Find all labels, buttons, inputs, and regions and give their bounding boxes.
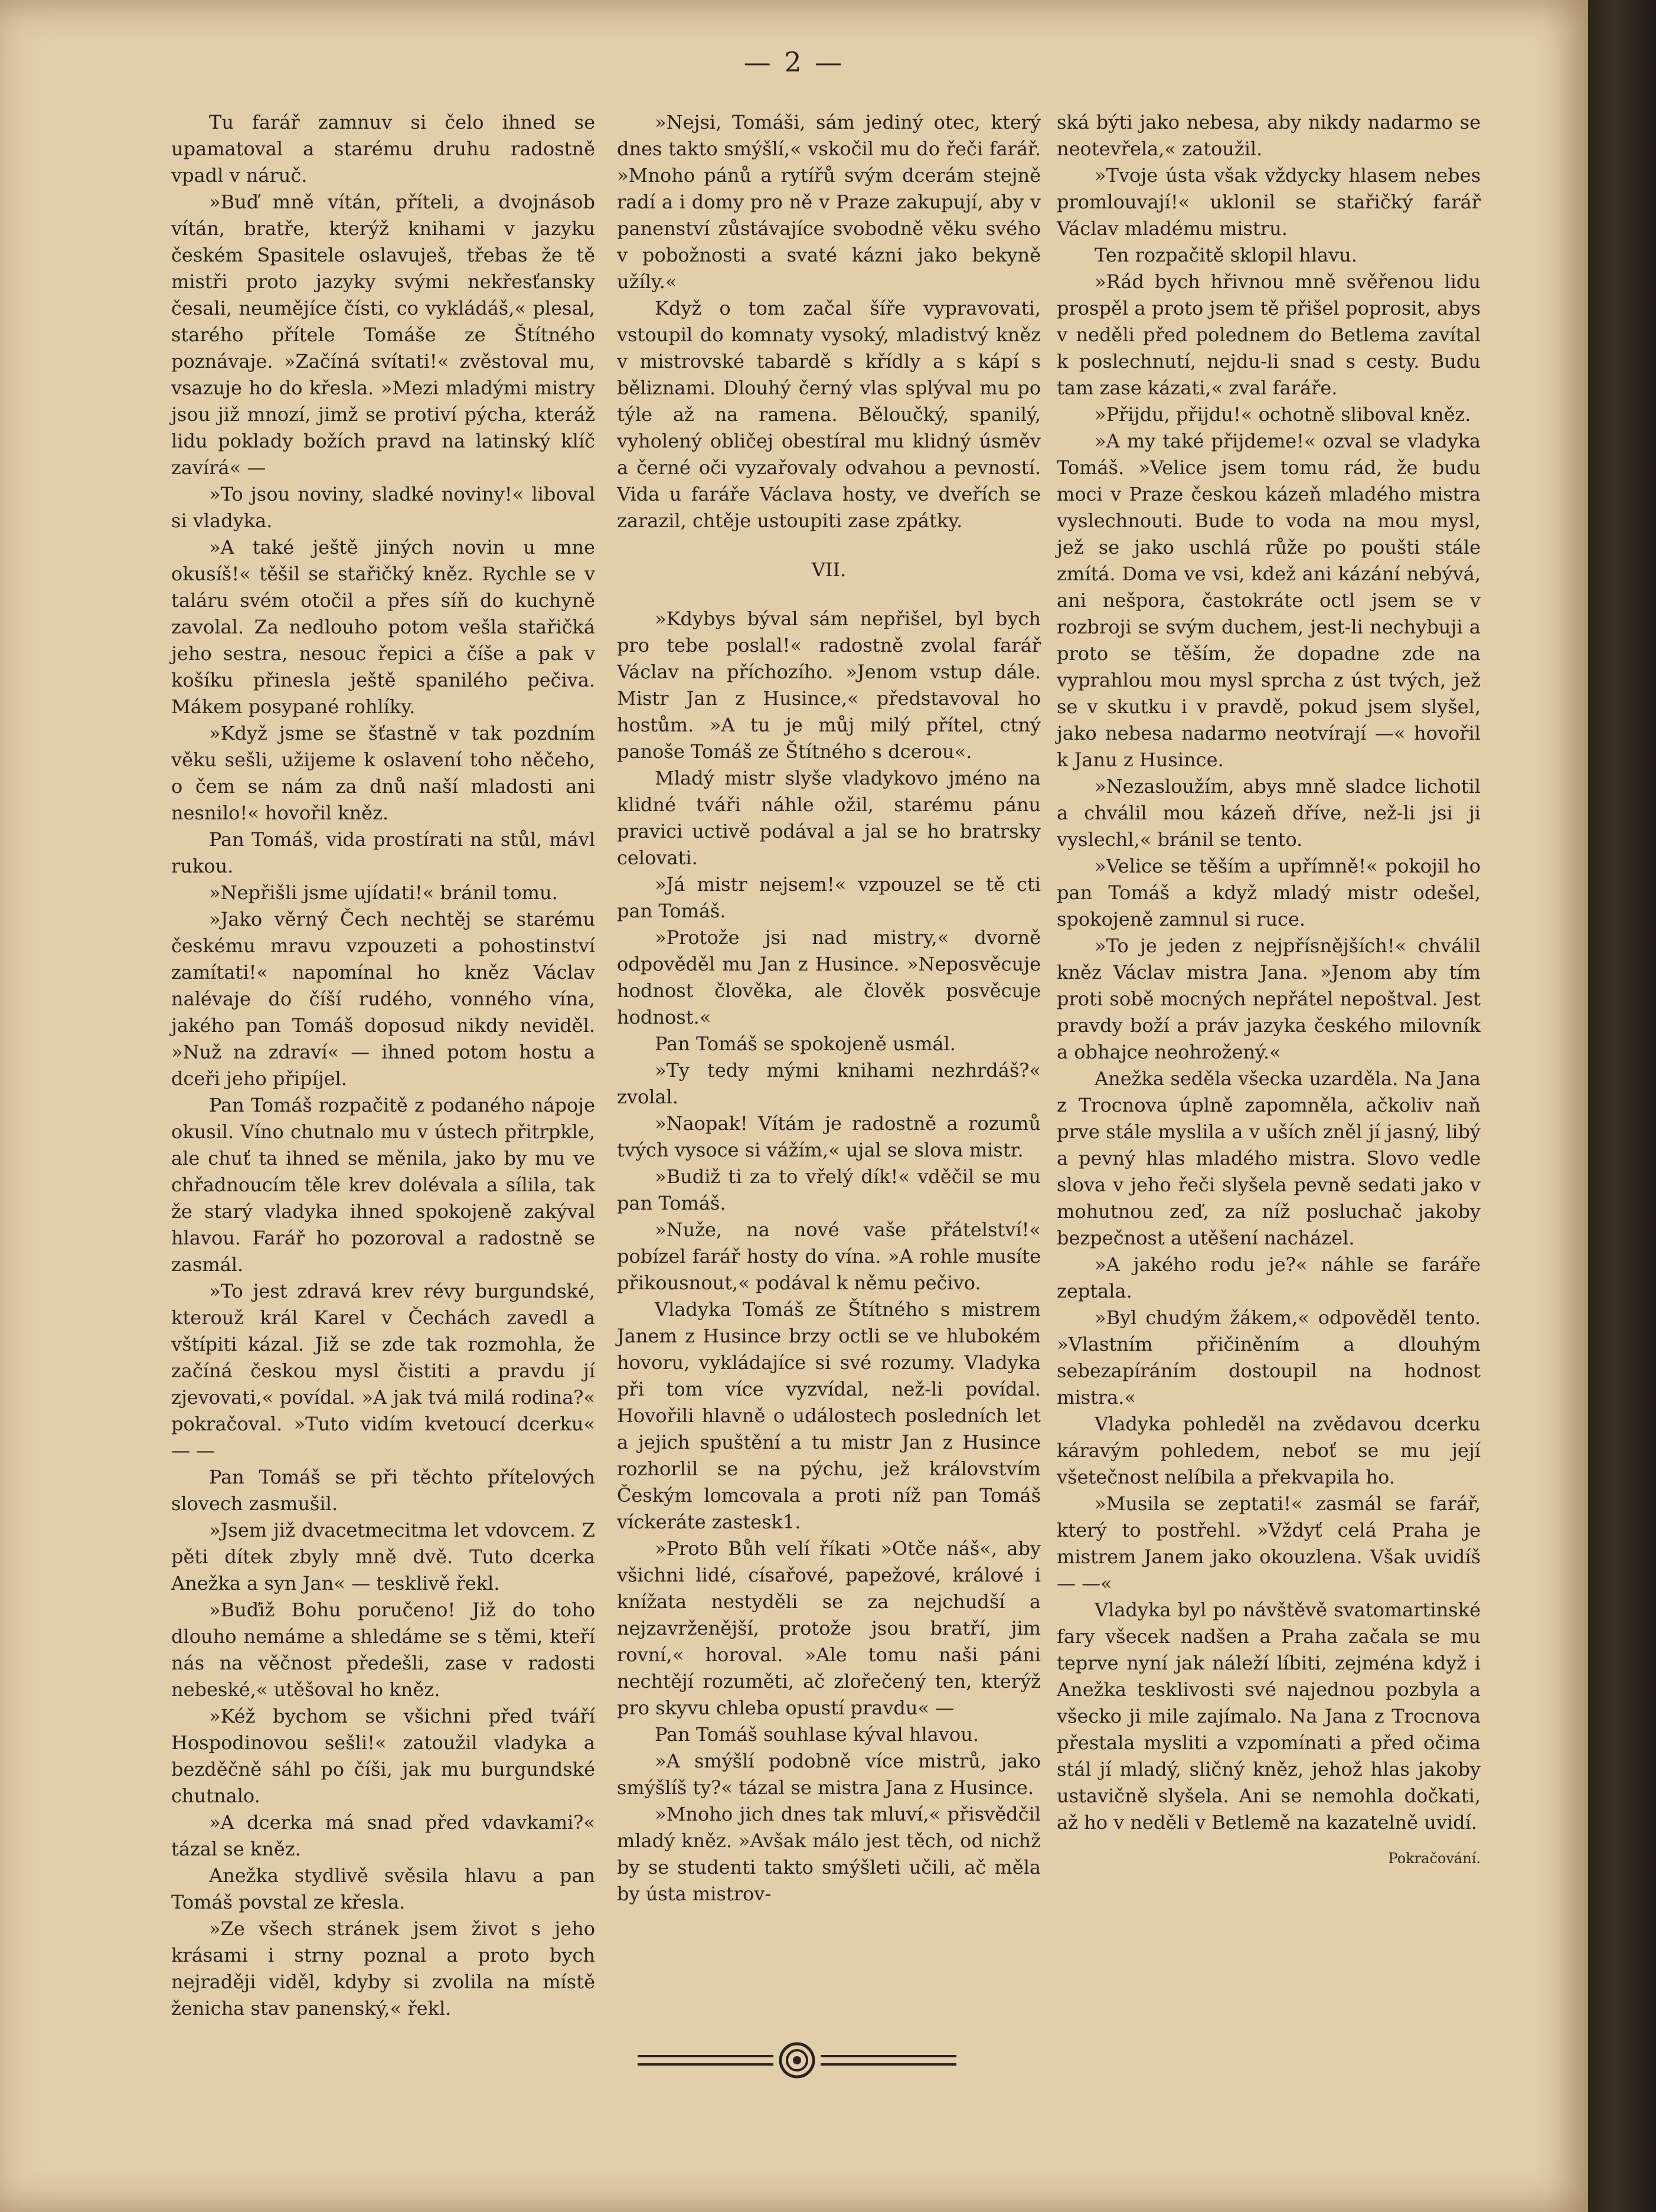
paragraph: Pan Tomáš, vida prostírati na stůl, mávl rukou. — [171, 828, 595, 877]
paragraph: »Naopak! Vítám je radostně a rozumů tvých vysoce si vážím,« ujal se slova mistr. — [617, 1112, 1041, 1161]
paragraph: »A také ještě jiných novin u mne okusíš!« těšil se stařičký kněz. Rychle se v taláru svém otočil a přes síň do kuchyně zavolal. Za nedlouho potom vešla stařičká jeho sestra, nesouc řepici a číše a pak v košíku přinesla ještě spanilého pečiva. Mákem posypané rohlíky. — [171, 536, 595, 718]
paragraph: »To je jeden z nejpřísnějších!« chválil kněz Václav mistra Jana. »Jenom aby tím proti sobě mocných nepřátel nepoštval. Jest pravdy boží a práv jazyka českého milovník a obhajce neohrožený.« — [1057, 935, 1481, 1063]
paragraph: Pan Tomáš rozpačitě z podaného nápoje okusil. Víno chutnalo mu v ústech přitrpkle, ale chuť ta ihned se měnila, jako by mu ve chřadnoucím těle krev dolévala a sílila, tak že starý vladyka ihned spokojeně zakýval hlavou. Farář ho pozoroval a radostně se zasmál. — [171, 1094, 595, 1276]
paragraph: »Nezasloužím, abys mně sladce lichotil a chválil mou kázeň dříve, než-li jsi ji vyslechl,« bránil se tento. — [1057, 775, 1481, 851]
continuation-note: Pokračování. — [1388, 1850, 1481, 1867]
paragraph: Ten rozpačitě sklopil hlavu. — [1095, 244, 1357, 266]
paragraph: »Velice se těším a upřímně!« pokojil ho pan Tomáš a když mladý mistr odešel, spokojeně zamnul si ruce. — [1057, 855, 1481, 930]
paragraph: »Buďiž Bohu poručeno! Již do toho dlouho nemáme a shledáme se s těmi, kteří nás na věčnost předešli, zase v radosti nebeské,« utěšoval ho kněz. — [171, 1599, 595, 1701]
paragraph: Anežka stydlivě svěsila hlavu a pan Tomáš povstal ze křesla. — [171, 1864, 595, 1913]
paragraph: »Nuže, na nové vaše přátelství!« pobízel farář hosty do vína. »A rohle musíte přikousnout,« podával k němu pečivo. — [617, 1218, 1041, 1294]
paragraph: »Budiž ti za to vřelý dík!« vděčil se mu pan Tomáš. — [617, 1165, 1041, 1214]
paragraph: Anežka seděla všecka uzarděla. Na Jana z Trocnova úplně zapomněla, ačkoliv naň prve stále myslila a v uších zněl jí jasný, libý a pevný hlas mladého mistra. Slovo vedle slova v jeho řeči slyšela pevně sedati jako v mohutnou zeď, za níž posluchač jakoby bezpečnost a utěšení nacházel. — [1057, 1067, 1481, 1249]
paragraph: Pan Tomáš se spokojeně usmál. — [655, 1033, 956, 1055]
paragraph: »Mnoho jich dnes tak mluví,« přisvědčil mladý kněz. »Avšak málo jest těch, od nichž by se studenti takto smýšleti učili, ač měla by ústa mistrov- — [617, 1803, 1041, 1905]
page-number: — 2 — — [743, 46, 845, 78]
paragraph: »Proto Bůh velí říkati »Otče náš«, aby všichni lidé, císařové, papežové, králové i knížata nestyděli se za nejchudší a nejzavrženější, protože jsou bratří, jim rovní,« horoval. »Ale tomu naši páni nechtějí rozuměti, ač zlořečený ten, kterýž pro skyvu chleba opustí pravdu« — — [617, 1537, 1041, 1719]
paragraph: »To jsou noviny, sladké noviny!« liboval si vladyka. — [171, 483, 595, 532]
paragraph: »Já mistr nejsem!« vzpouzel se tě cti pan Tomáš. — [617, 873, 1041, 922]
paragraph: »A jakého rodu je?« náhle se faráře zeptala. — [1057, 1253, 1481, 1302]
paragraph-continued: ská býti jako nebesa, aby nikdy nadarmo se neotevřela,« zatoužil. — [1057, 111, 1481, 160]
paragraph: »Protože jsi nad mistry,« dvorně odpověděl mu Jan z Husince. »Neposvěcuje hodnost člověka, ale člověk posvěcuje hodnost.« — [617, 926, 1041, 1028]
paragraph: »Buď mně vítán, příteli, a dvojnásob vítán, bratře, kterýž knihami v jazyku českém Spasitele oslavuješ, třebas že tě mistři proto jazyky svými nekřesťansky česali, neumějíce čísti, co vykládáš,« plesal, starého přítele Tomáše ze Štítného poznávaje. »Začíná svítati!« zvěstoval mu, vsazuje ho do křesla. »Mezi mladými mistry jsou již mnozí, jimž se protiví pýcha, kteráž lidu poklady božích pravd na latinský klíč zavírá« — — [171, 191, 595, 479]
paragraph: »A smýšlí podobně více mistrů, jako smýšlíš ty?« tázal se mistra Jana z Husince. — [617, 1750, 1041, 1799]
paragraph: »Ty tedy mými knihami nezhrdáš?« zvolal. — [617, 1059, 1041, 1108]
paragraph: Mladý mistr slyše vladykovo jméno na klidné tváři náhle ožil, starému pánu pravici uctivě podával a jal se ho bratrsky celovati. — [617, 767, 1041, 869]
paragraph: Pan Tomáš se při těchto přítelových slovech zasmušil. — [171, 1466, 595, 1515]
text-column-3 — [1057, 109, 1481, 1998]
paragraph: Vladyka byl po návštěvě svatomartinské fary všecek nadšen a Praha začala se mu teprve nyní jak náleží líbiti, zejména když i Anežka tesklivosti své najednou pozbyla a všecko ji mile zajímalo. Na Jana z Trocnova přestala mysliti a vzpomínati a před očima stál jí mladý, sličný kněz, jehož hlas jakoby ustavičně slyšela. Ani se nemohla dočkati, až ho v neděli v Betlemě na kazatelně uvidí. — [1057, 1599, 1481, 1834]
paragraph: Vladyka Tomáš ze Štítného s mistrem Janem z Husince brzy octli se ve hlubokém hovoru, vykládajíce si své rozumy. Vladyka při tom více vyzvídal, než-li povídal. Hovořili hlavně o událostech posledních let a jejich spuštění a tu mistr Jan z Husince rozhorlil se na pýchu, jež královstvím Českým lomcovala a proti níž pan Tomáš víckeráte zastesk1. — [617, 1298, 1041, 1533]
book-binding-edge — [1588, 0, 1656, 2212]
paragraph: Vladyka pohleděl na zvědavou dcerku káravým pohledem, neboť se mu její všetečnost nelíbila a překvapila ho. — [1057, 1413, 1481, 1488]
text-column-2 — [617, 109, 1041, 1998]
paragraph: Tu farář zamnuv si čelo ihned se upamatoval a starému druhu radostně vpadl v náruč. — [171, 111, 595, 187]
paragraph: »Jsem již dvacetmecitma let vdovcem. Z pěti dítek zbyly mně dvě. Tuto dcerka Anežka a syn Jan« — tesklivě řekl. — [171, 1519, 595, 1595]
footer-ornament — [638, 2040, 956, 2081]
paragraph: »Ze všech stránek jsem život s jeho krásami i strny poznal a proto bych nejraději viděl, kdyby si zvolila na místě ženicha stav panenský,« řekl. — [171, 1917, 595, 2020]
paragraph: »Přijdu, přijdu!« ochotně sliboval kněz. — [1095, 403, 1471, 426]
paragraph: »Rád bych hřivnou mně svěřenou lidu prospěl a proto jsem tě přišel poprosit, abys v neděli před polednem do Betlema zavítal k poslechnutí, nejdu-li snad s cesty. Budu tam zase kázati,« zval faráře. — [1057, 270, 1481, 399]
paragraph: »A my také přijdeme!« ozval se vladyka Tomáš. »Velice jsem tomu rád, že budu moci v Praze českou kázeň mladého mistra vyslechnouti. Bude to voda na mou mysl, jež se jako uschlá růže po poušti stále zmítá. Doma ve vsi, kdež ani kázání nebývá, ani nešpora, častokráte octl jsem se v rozbroji se svým duchem, jest-li nechybuji a proto se těším, že dopadne zde na vyprahlou mou mysl sprcha z úst tvých, jež se v skutku i v pravdě, pokud jsem slyšel, jako nebesa nadarmo neotvírají —« hovořil k Janu z Husince. — [1057, 430, 1481, 771]
paragraph: »Nepřišli jsme ujídati!« bránil tomu. — [209, 881, 558, 904]
paragraph: »Kdybys býval sám nepřišel, byl bych pro tebe poslal!« radostně zvolal farář Václav na příchozího. »Jenom vstup dále. Mistr Jan z Husince,« představoval ho hostům. »A tu je můj milý přítel, ctný panoše Tomáš ze Štítného s dcerou«. — [617, 607, 1041, 763]
text-column-1 — [171, 109, 595, 2020]
paragraph: Pan Tomáš souhlase kýval hlavou. — [655, 1723, 979, 1746]
paragraph: Když o tom začal šíře vypravovati, vstoupil do komnaty vysoký, mladistvý kněz v mistrovské tabardě s křídly a s kápí s běliznami. Dlouhý černý vlas splýval mu po týle až na ramena. Běloučký, spanilý, vyholený obličej obestíral mu klidný úsměv a černé oči vyzařovaly odvahou a pevností. Vida u faráře Václava hosty, ve dveřích se zarazil, chtěje ustoupiti zase zpátky. — [617, 297, 1041, 532]
paragraph: »Kéž bychom se všichni před tváří Hospodinovou sešli!« zatoužil vladyka a bezděčně sáhl po číši, jak mu burgundské chutnalo. — [171, 1705, 595, 1807]
paragraph: »A dcerka má snad před vdavkami?« tázal se kněz. — [171, 1811, 595, 1860]
paragraph: »Nejsi, Tomáši, sám jediný otec, který dnes takto smýšlí,« vskočil mu do řeči farář. »Mnoho pánů a rytířů svým dcerám stejně radí a i domy pro ně v Praze zakupují, aby v panenství zůstávajíce svobodně věku svého v pobožnosti a svaté kázni jako bekyně užíly.« — [617, 111, 1041, 293]
paragraph: »Jako věrný Čech nechtěj se starému českému mravu vzpouzeti a pohostinství zamítati!« napomínal ho kněz Václav nalévaje do číší rudého, vonného vína, jakého pan Tomáš doposud nikdy neviděl. »Nuž na zdraví« — ihned potom hostu a dceři jeho připíjel. — [171, 908, 595, 1090]
paragraph: »Byl chudým žákem,« odpověděl tento. »Vlastním přičiněním a dlouhým sebezapíráním dostoupil na hodnost mistra.« — [1057, 1306, 1481, 1409]
chapter-heading: VII. — [811, 558, 847, 581]
paragraph: »Musila se zeptati!« zasmál se farář, který to postřehl. »Vždyť celá Praha je mistrem Janem jako okouzlena. Však uvidíš — —« — [1057, 1492, 1481, 1595]
paragraph: »To jest zdravá krev révy burgundské, kterouž král Karel v Čechách zavedl a vštípiti kázal. Již se zde tak rozmohla, že začíná českou mysl čistiti a pravdu jí zjevovati,« povídal. »A jak tvá milá rodina?« pokračoval. »Tuto vidím kvetoucí dcerku« — — — [171, 1280, 595, 1462]
paragraph: »Když jsme se šťastně v tak pozdním věku sešli, užijeme k oslavení toho něčeho, o čem se nám za dnů naší mladosti ani nesnilo!« hovořil kněz. — [171, 722, 595, 824]
paragraph: »Tvoje ústa však vždycky hlasem nebes promlouvají!« uklonil se stařičký farář Václav mladému mistru. — [1057, 164, 1481, 240]
